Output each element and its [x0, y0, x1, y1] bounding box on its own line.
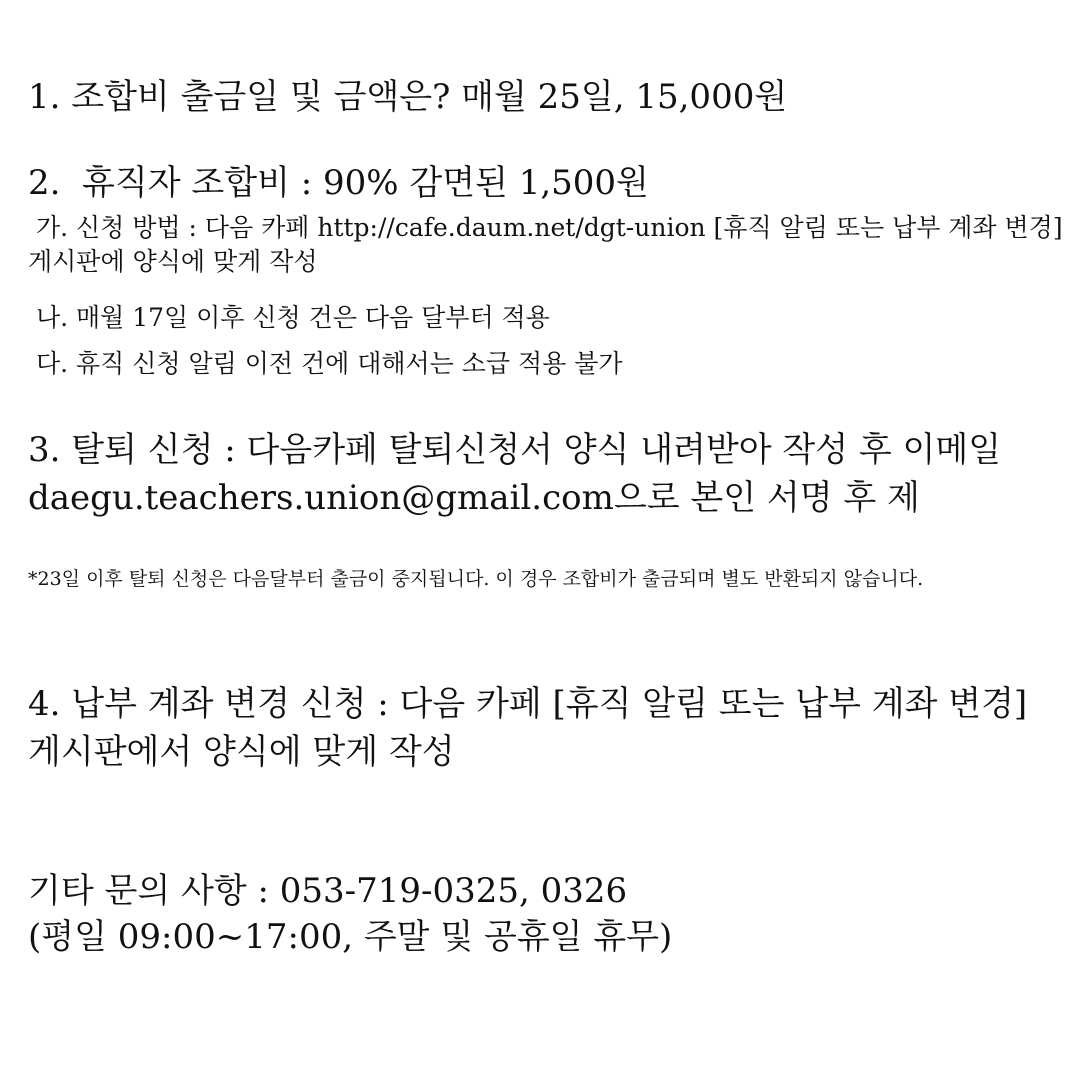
contact-hours: (평일 09:00~17:00, 주말 및 공휴일 휴무)	[28, 917, 673, 957]
item-2-sub-after-17th: 나. 매월 17일 이후 신청 건은 다음 달부터 적용	[28, 303, 550, 332]
contact-inquiry-phone: 기타 문의 사항 : 053-719-0325, 0326	[28, 871, 628, 911]
item-4-account-change-request: 4. 납부 계좌 변경 신청 : 다음 카페 [휴직 알림 또는 납부 계좌 변경] 게시판에서 양식에 맞게 작성	[28, 684, 1038, 772]
item-2-sub-no-retroactive: 다. 휴직 신청 알림 이전 건에 대해서는 소급 적용 불가	[28, 349, 623, 378]
item-1-fee-date-amount: 1. 조합비 출금일 및 금액은? 매월 25일, 15,000원	[28, 77, 788, 117]
item-3-withdrawal-request: 3. 탈퇴 신청 : 다음카페 탈퇴신청서 양식 내려받아 작성 후 이메일 daegu.teachers.union@gmail.com으로 본인 서명 후 제	[28, 430, 1012, 518]
item-2-title-leave-fee: 2. 휴직자 조합비 : 90% 감면된 1,500원	[28, 163, 649, 203]
item-2-sub-apply-method: 가. 신청 방법 : 다음 카페 http://cafe.daum.net/dgt-union [휴직 알림 또는 납부 계좌 변경] 게시판에 양식에 맞게 작성	[28, 213, 1071, 276]
item-3-withdrawal-note: *23일 이후 탈퇴 신청은 다음달부터 출금이 중지됩니다. 이 경우 조합비가 출금되며 별도 반환되지 않습니다.	[28, 568, 924, 590]
